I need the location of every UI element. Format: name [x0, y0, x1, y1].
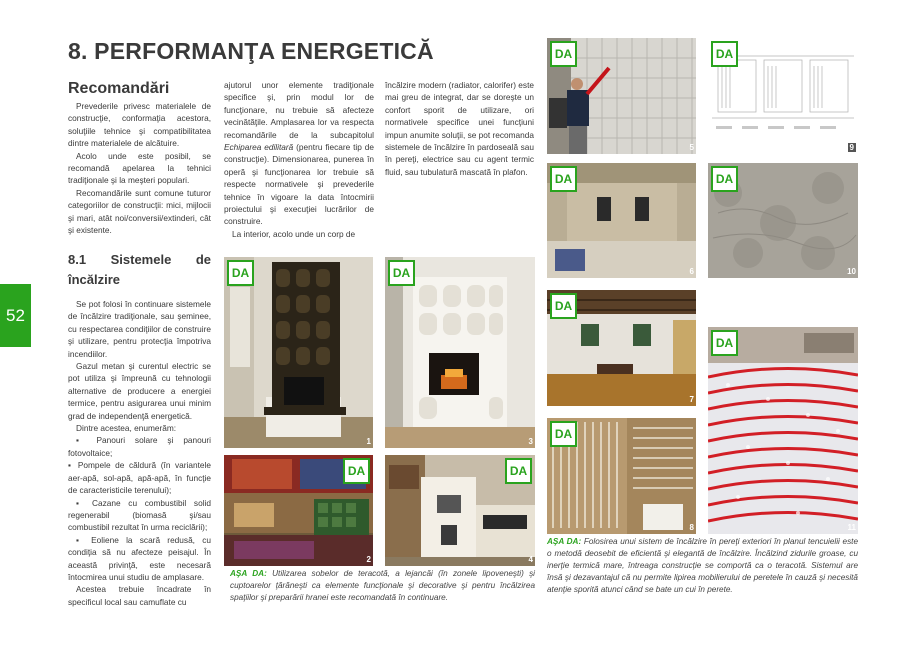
paragraph: Se pot folosi în continuare sistemele de încălzire tradiţionale, sau şeminee, cu respectarea condiţiilor de construire şi utilizare, pentru protecţia împotriva incendiilor.	[68, 299, 211, 359]
badge-da: DA	[711, 330, 738, 356]
bullet-item: ▪ Panouri solare şi panouri fotovoltaice;	[68, 435, 211, 458]
badge-da: DA	[550, 421, 577, 447]
photo-wall-pipes	[547, 418, 696, 534]
paragraph: La interior, acolo unde un corp de	[232, 228, 356, 239]
caption-lead: AŞA DA:	[230, 569, 267, 578]
paragraph: Recomandările sunt comune tuturor categoriilor de construcţii: mici, mijlocii şi mari, atât noi/conversii/extinderi, cât şi existente.	[68, 187, 211, 236]
badge-da: DA	[550, 41, 577, 67]
photo-plastered-wall	[708, 163, 858, 278]
recommendations-text	[68, 100, 211, 236]
subchapter-reference: Echiparea edilitară	[224, 142, 294, 153]
badge-da: DA	[550, 166, 577, 192]
photo-interior-renovation	[547, 163, 696, 278]
photo-room-interior	[547, 290, 696, 406]
photo-white-tile-fireplace	[385, 257, 535, 448]
paragraph: Dintre acestea, enumerăm:	[76, 423, 177, 434]
photo-dark-tile-stove	[224, 257, 373, 448]
photo-number: 11	[847, 523, 856, 532]
recommendations-heading: Recomandări	[68, 80, 170, 97]
photo-underfloor-heating	[708, 327, 858, 534]
bullet-item: ▪ Pompele de căldură (în variantele aer-apă, sol-apă, apă-apă, în funcţie de caracteristicile terenului);	[68, 460, 211, 496]
paragraph: Gazul metan şi curentul electric se pot utiliza şi împreună cu tehnologii alternative de producere a energiei termice, pentru asigurarea unui minim grad de independenţă energetică.	[68, 361, 211, 421]
paragraph: încălzire modern (radiator, calorifer) este mai greu de integrat, dar se doreşte un confort sporit de utilizare, ori normativele specifice unei funcţiuni impun anumite soluţii, se pot recomanda sistemele de încălzire în pardoseală sau în pereţi, electrice sau cu agent termic fluid, sau tubulatură mascată în plafon.	[385, 80, 534, 177]
column-3-text	[385, 79, 534, 178]
paragraph: Prevederile privesc materialele de construcţie, conformaţia acestora, soluţiile tehnice şi compatibilitatea dintre materialele de alcătuire.	[68, 101, 211, 149]
paragraph: Acestea trebuie încadrate în specificul local sau camuflate cu	[68, 584, 211, 607]
badge-da: DA	[711, 41, 738, 67]
badge-da: DA	[550, 293, 577, 319]
photo-green-stove-bench	[224, 455, 373, 566]
paragraph: (pentru fiecare tip de construcţie). Dimensionarea, punerea în operă şi funcţionarea lor trebuie să respecte normativele şi prevederile tehnice în vigoare la data întocmirii proiectului şi execuţiei lucrărilor de construire.	[224, 142, 374, 227]
page-number: 52	[6, 305, 25, 325]
heating-heading: 8.1 Sistemele de încălzire	[68, 252, 211, 287]
heating-text	[68, 298, 211, 608]
badge-da: DA	[343, 458, 370, 484]
paragraph: ajutorul unor elemente tradiţionale specifice şi, prin modul lor de funcţionare, nu trebuie să afecteze vecinătăţile. Amplasarea lor va respecta recomandările de la subcapitolul	[224, 80, 374, 140]
photo-number: 6	[689, 267, 694, 276]
photo-number: 10	[847, 267, 856, 276]
photo-number: 8	[689, 523, 694, 532]
paragraph: Acolo unde este posibil, se recomandă apelarea la tehnici tradiţionale şi la meşteri populari.	[68, 150, 211, 186]
photo-number: 4	[528, 555, 533, 564]
caption-lead: AŞA DA:	[547, 537, 582, 546]
caption-stoves	[230, 568, 535, 604]
badge-da: DA	[227, 260, 254, 286]
column-2-text	[224, 79, 374, 240]
photo-wall-heating-install	[547, 38, 696, 154]
photo-number: 2	[366, 555, 371, 564]
photo-technical-drawing	[708, 38, 858, 154]
photo-number: 1	[366, 437, 371, 446]
photo-number: 5	[689, 143, 694, 152]
page-title: 8. PERFORMANŢA ENERGETICĂ	[68, 38, 434, 64]
caption-text: Utilizarea sobelor de teracotă, a lejancăi (în zonele lipoveneşti) şi cuptoarelor ţărăneşti ca elemente funcţionale şi decorative şi pentru încălzirea spaţiilor şi preparării hranei este recomandată în continuare.	[230, 569, 535, 602]
photo-number: 7	[689, 395, 694, 404]
bullet-item: ▪ Cazane cu combustibil solid regenerabil (biomasă şi/sau combustibil rezultat în urma reciclării);	[68, 497, 211, 533]
bullet-item: ▪ Eoliene la scară redusă, cu condiţia să nu afecteze peisajul. În această privinţă, este necesară întocmirea unui studiu de amplasare.	[68, 534, 211, 582]
photo-number: 3	[528, 437, 533, 446]
photo-peasant-oven	[385, 455, 535, 566]
badge-da: DA	[505, 458, 532, 484]
caption-text: Folosirea unui sistem de încălzire în pereţi exteriori în planul tencuielii este o metodă deosebit de eficientă şi elegantă de încălzire. Încălzind zidurile groase, cu inerţie termică mare, întreaga construcţie se comportă ca o teracotă. Sistemul are însă şi dezavantajul că nu permite lipirea mobilierului de peretele în cauză şi necesită atenţie sporită atunci când se bate un cui în perete.	[547, 537, 858, 594]
page-number-tab	[0, 284, 31, 347]
badge-da: DA	[711, 166, 738, 192]
photo-number: 9	[849, 143, 854, 152]
badge-da: DA	[388, 260, 415, 286]
caption-wall-heating	[547, 536, 858, 596]
